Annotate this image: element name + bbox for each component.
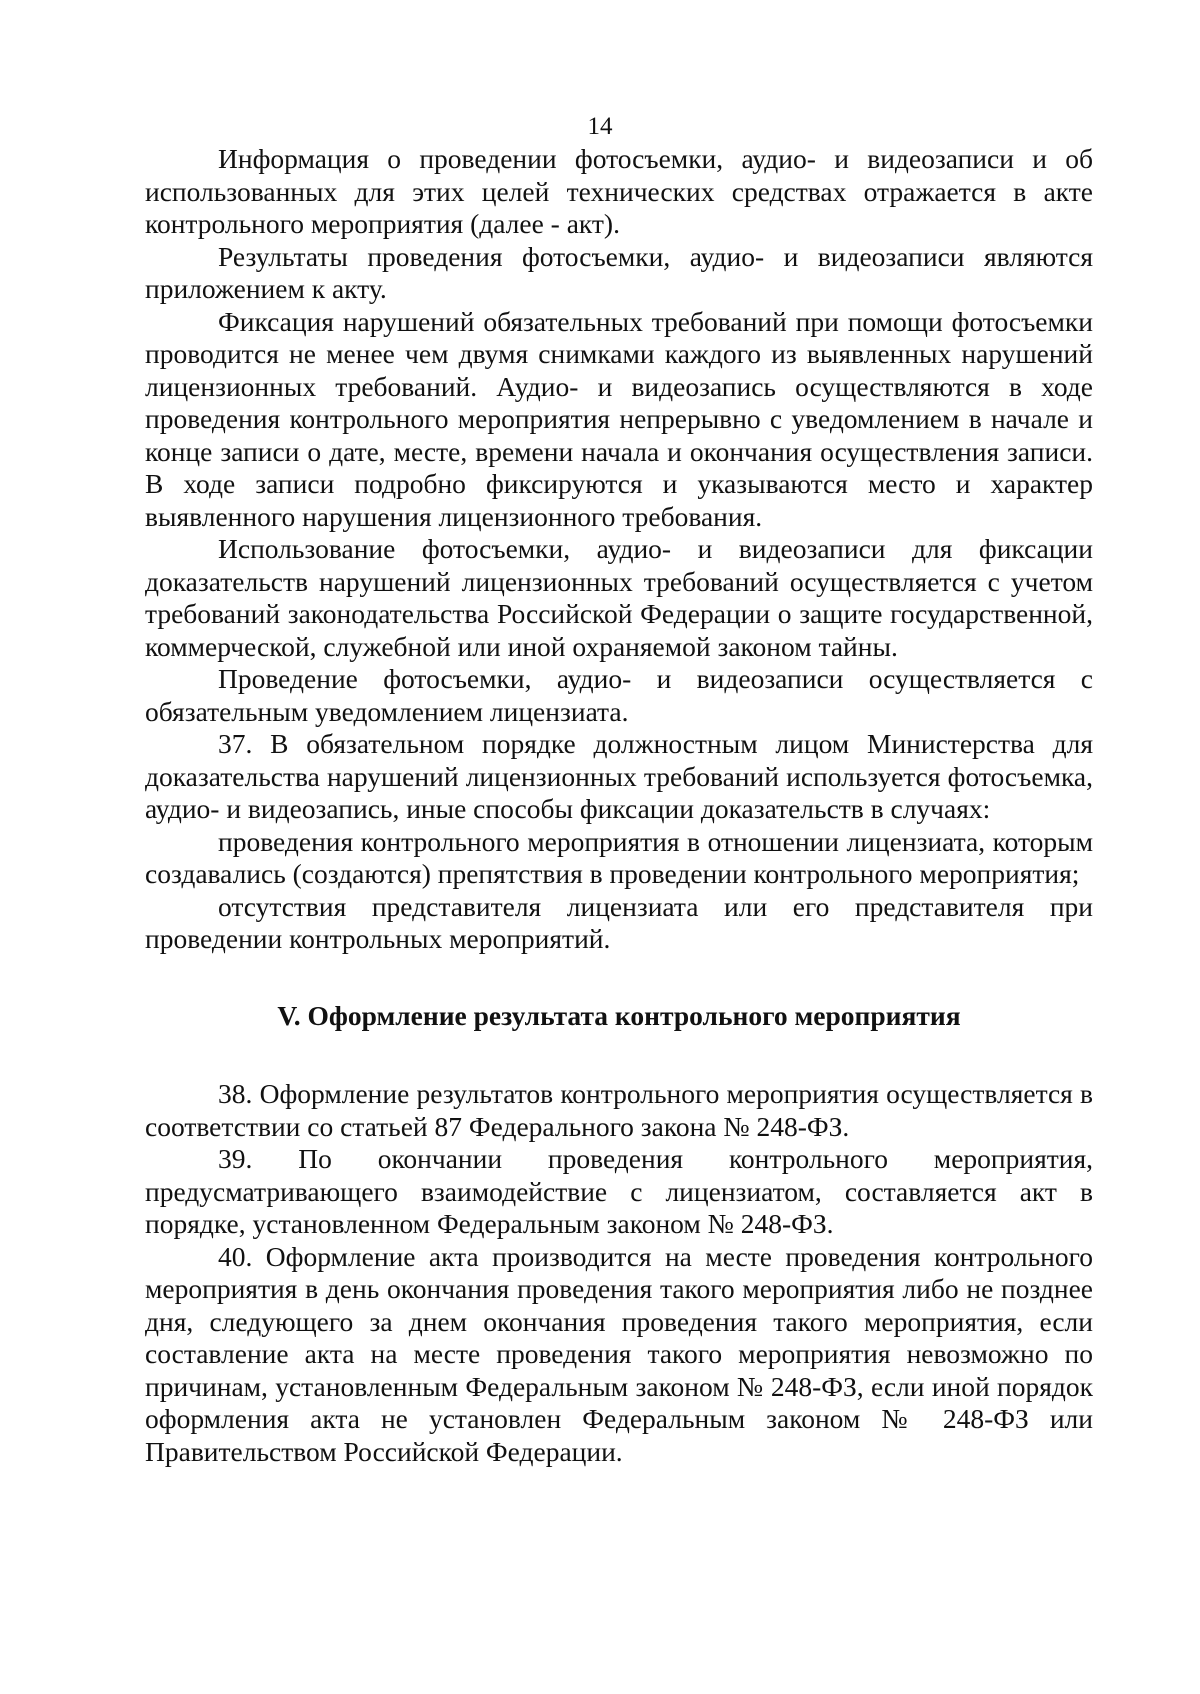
page-number: 14 <box>587 113 613 140</box>
paragraph-photo-info: Информация о проведении фотосъемки, аудио- и видеозаписи и об использованных для этих целей технических средствах отражается в акте контрольного мероприятия (далее - акт). <box>145 143 1093 239</box>
paragraph-item-38: 38. Оформление результатов контрольного мероприятия осуществляется в соответствии со статьей 87 Федерального закона № 248-ФЗ. <box>145 1078 1093 1142</box>
document-body <box>145 143 1093 1468</box>
paragraph-photo-usage: Использование фотосъемки, аудио- и видеозаписи для фиксации доказательств нарушений лицензионных требований осуществляется с учетом требований законодательства Российской Федерации о защите государственной, коммерческой, служебной или иной охраняемой законом тайны. <box>145 533 1093 662</box>
paragraph-item-37: 37. В обязательном порядке должностным лицом Министерства для доказательства нарушений лицензионных требований используется фотосъемка, аудио- и видеозапись, иные способы фиксации доказательств в случаях: <box>145 728 1093 824</box>
paragraph-notification: Проведение фотосъемки, аудио- и видеозаписи осуществляется с обязательным уведомлением лицензиата. <box>145 663 1093 727</box>
section-heading: V. Оформление результата контрольного мероприятия <box>277 999 961 1031</box>
paragraph-photo-results: Результаты проведения фотосъемки, аудио- и видеозаписи являются приложением к акту. <box>145 240 1093 304</box>
paragraph-item-39: 39. По окончании проведения контрольного мероприятия, предусматривающего взаимодействие с лицензиатом, составляется акт в порядке, установленном Федеральным законом № 248-ФЗ. <box>145 1143 1093 1239</box>
paragraph-case-obstruction: проведения контрольного мероприятия в отношении лицензиата, которым создавались (создаются) препятствия в проведении контрольного мероприятия; <box>145 825 1093 889</box>
paragraph-item-40: 40. Оформление акта производится на месте проведения контрольного мероприятия в день окончания проведения такого мероприятия либо не позднее дня, следующего за днем окончания проведения такого мероприятия, если составление акта на месте проведения такого мероприятия невозможно по причинам, установленным Федеральным законом № 248-ФЗ, если иной порядок оформления акта не установлен Федеральным законом № 248-ФЗ или Правительством Российской Федерации. <box>145 1240 1093 1467</box>
paragraph-case-absence: отсутствия представителя лицензиата или его представителя при проведении контрольных мероприятий. <box>145 890 1093 954</box>
paragraph-violation-fixation: Фиксация нарушений обязательных требований при помощи фотосъемки проводится не менее чем двумя снимками каждого из выявленных нарушений лицензионных требований. Аудио- и видеозапись осуществляются в ходе проведения контрольного мероприятия непрерывно с уведомлением в начале и конце записи о дате, месте, времени начала и окончания осуществления записи. В ходе записи подробно фиксируются и указываются место и характер выявленного нарушения лицензионного требования. <box>145 305 1093 532</box>
